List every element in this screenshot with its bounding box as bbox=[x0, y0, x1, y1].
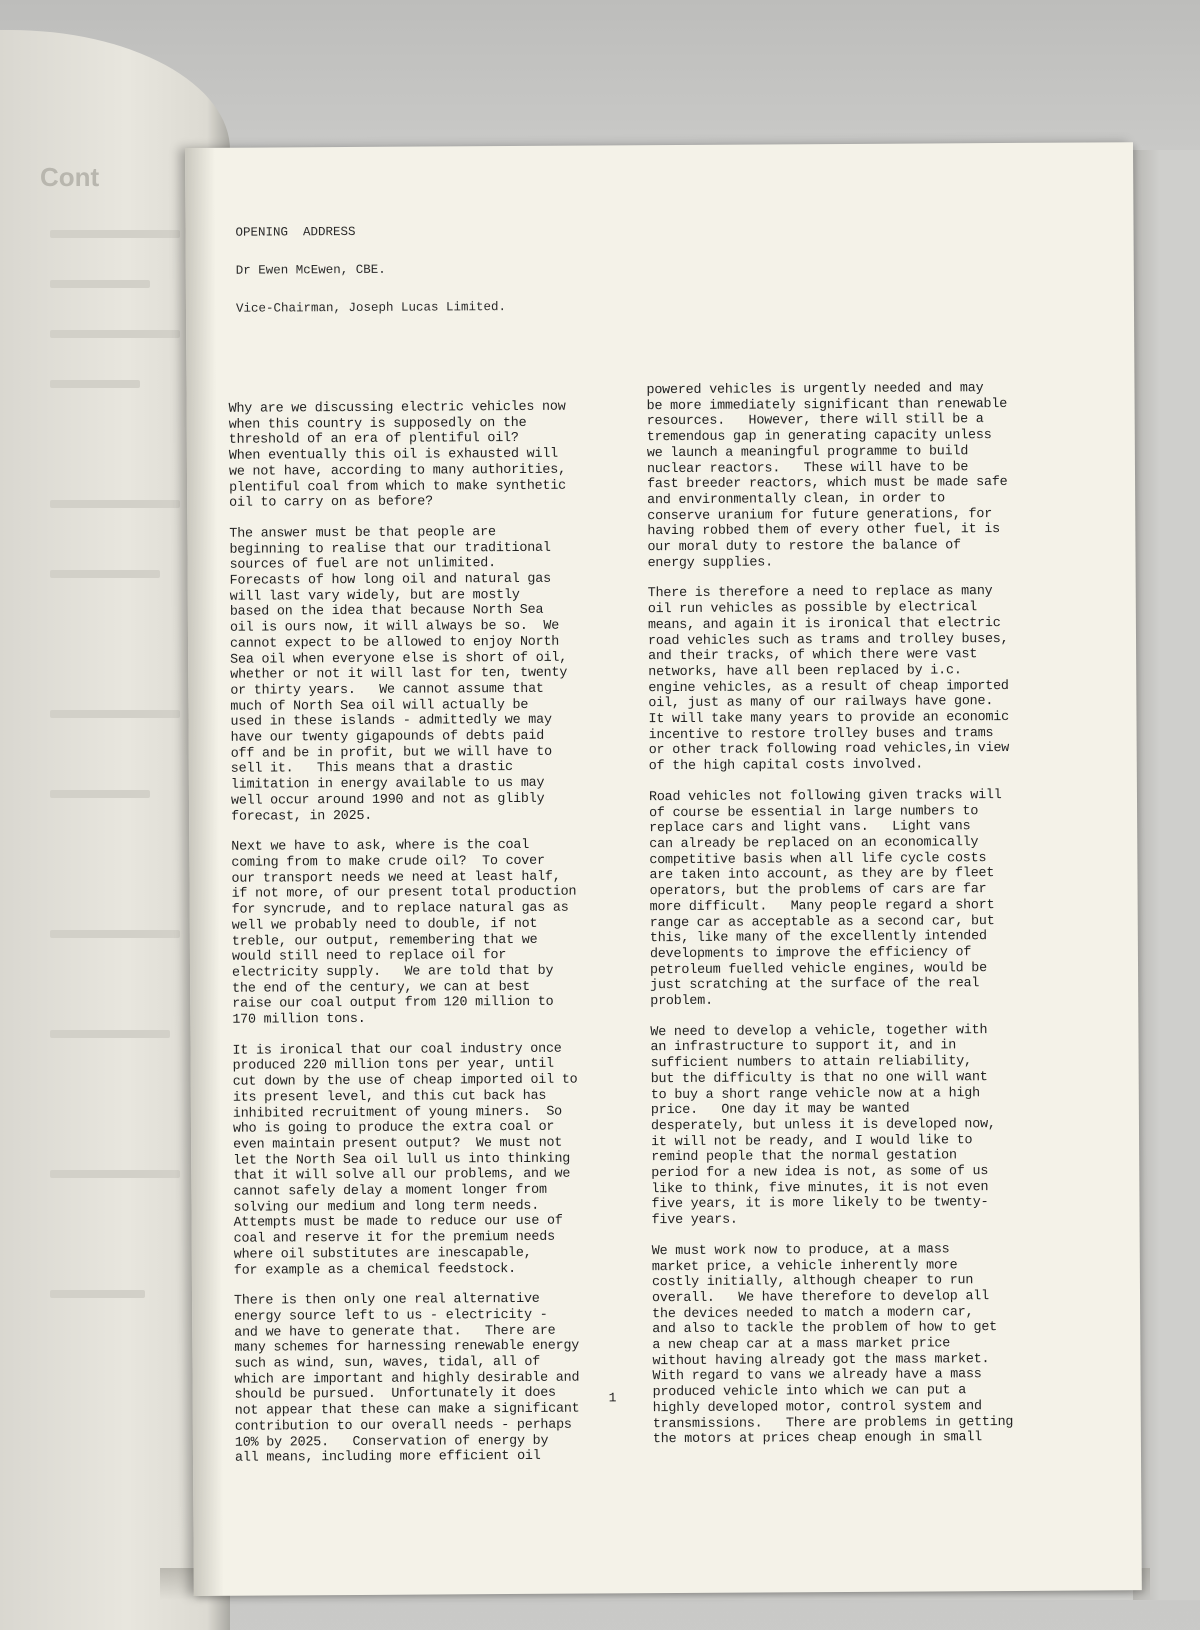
facing-page-line bbox=[50, 1290, 145, 1298]
facing-page-line bbox=[50, 1170, 180, 1178]
paragraph: Next we have to ask, where is the coal coming from to make crude oil? To cover our transport needs we need at least half, if not more, of our present total production for syncrude, and to replace natural gas as well we probably need to double, if not treble, our output, remembering that we would still need to replace oil for electricity supply. We are told that by the end of the century, we can at best raise our coal output from 120 million to 170 million tons. bbox=[231, 838, 577, 1028]
paragraph: There is then only one real alternative energy source left to us - electricity - and we have to generate that. There are many schemes for harnessing renewable energy such as wind, sun, waves, tidal, all of which are important and highly desirable and should be pursued. Unfortunately it does not appear that these can make a significant contribution to our overall needs - perhaps 10% by 2025. Conservation of energy by all means, including more efficient oil bbox=[234, 1292, 580, 1467]
right-column bbox=[646, 381, 1053, 1463]
paragraph: We must work now to produce, at a mass market price, a vehicle inherently more costly initially, although cheaper to run overall. We have therefore to develop all the devices needed to match a modern car, and also to tackle the problem of how to get a new cheap car at a mass market price without having already got the mass market. With regard to vans we already have a mass produced vehicle into which we can put a highly developed motor, control system and transmissions. There are problems in getting the motors at prices cheap enough in small bbox=[651, 1242, 1014, 1448]
page-number: 1 bbox=[608, 1390, 617, 1406]
paragraph: We need to develop a vehicle, together with an infrastructure to support it, and in sufficient numbers to attain reliability, but the difficulty is that no one will want to buy a short range vehicle now at a high price. One day it may be wanted desperately, but unless it is developed now, it will not be ready, and I would like to remind people that the normal gestation period for a new idea is not, as some of us like to think, five minutes, it is not even five years, it is more likely to be twenty- five years. bbox=[650, 1022, 996, 1229]
paragraph: It is ironical that our coal industry once produced 220 million tons per year, until cut down by the use of cheap imported oil to its present level, and this cut back has inhibited recruitment of young miners. So who is going to produce the extra coal or even maintain present output? We must not let the North Sea oil lull us into thinking that it will solve all our problems, and we cannot safely delay a moment longer from solving our medium and long term needs. Attempts must be made to reduce our use of coal and reserve it for the premium needs where oil substitutes are inescapable, for example as a chemical feedstock. bbox=[232, 1041, 578, 1279]
facing-page-line bbox=[50, 380, 140, 388]
paragraph: powered vehicles is urgently needed and may be more immediately significant than renewable resources. However, there will still be a tremendous gap in generating capacity unless we launch a meaningful programme to build nuclear reactors. These will have to be fast breeder reactors, which must be made safe and environmentally clean, in order to conserve uranium for future generations, for having robbed them of every other fuel, it is our moral duty to restore the balance of energy supplies. bbox=[646, 381, 1008, 571]
background-right bbox=[1133, 150, 1200, 1600]
facing-page-line bbox=[50, 570, 160, 578]
facing-page-line bbox=[50, 330, 180, 338]
document-page bbox=[185, 142, 1142, 1596]
facing-page-line bbox=[50, 930, 180, 938]
facing-page-line bbox=[50, 500, 180, 508]
paragraph: Why are we discussing electric vehicles now when this country is supposedly on the threshold of an era of plentiful oil? When eventually this oil is exhausted will we not have, according to many authorities, plentiful coal from which to make synthetic oil to carry on as before? bbox=[228, 399, 567, 511]
left-column bbox=[229, 399, 636, 1481]
facing-page-line bbox=[50, 230, 180, 238]
paragraph: Road vehicles not following given tracks will of course be essential in large numbers to replace cars and light vans. Light vans can already be replaced on an economically competitive basis when all life cycle costs are taken into account, as they are by fleet operators, but the problems of cars are far more difficult. Many people regard a short range car as acceptable as a second car, but this, like many of the excellently intended developments to improve the efficiency of petroleum fuelled vehicle engines, would be just scratching at the surface of the real problem. bbox=[648, 787, 1002, 1010]
author-affiliation: Vice-Chairman, Joseph Lucas Limited. bbox=[235, 300, 507, 316]
paragraph: The answer must be that people are beginning to realise that our traditional sources of fuel are not unlimited. Forecasts of how long oil and natural gas will last vary widely, but are mostly based on the idea that because North Sea oil is ours now, it will always be so. We cannot expect to be allowed to enjoy North Sea oil when everyone else is short of oil, whether or not it will last for ten, twenty or thirty years. We cannot assume that much of North Sea oil will actually be used in these islands - admittedly we may have our twenty gigapounds of debts paid off and be in profit, but we will have to sell it. This means that a drastic limitation in energy available to us may well occur around 1990 and not as glibly forecast, in 2025. bbox=[229, 525, 568, 825]
body-columns bbox=[228, 380, 1094, 1467]
page-title: OPENING ADDRESS bbox=[235, 224, 356, 240]
facing-page-heading: Cont bbox=[40, 162, 100, 192]
facing-page-line bbox=[50, 1030, 170, 1038]
author-name: Dr Ewen McEwen, CBE. bbox=[235, 262, 386, 278]
facing-page-line bbox=[50, 710, 180, 718]
facing-page-line bbox=[50, 790, 150, 798]
facing-page-line bbox=[50, 280, 150, 288]
heading-block bbox=[235, 224, 506, 340]
paragraph: There is therefore a need to replace as many oil run vehicles as possible by electrical means, and again it is ironical that electric road vehicles such as trams and trolley buses, and their tracks, of which there were vast networks, have all been replaced by i.c. engine vehicles, as a result of cheap imported oil, just as many of our railways have gone. It will take many years to provide an economic incentive to restore trolley buses and trams or other track following road vehicles,in view of the high capital costs involved. bbox=[647, 584, 1010, 775]
